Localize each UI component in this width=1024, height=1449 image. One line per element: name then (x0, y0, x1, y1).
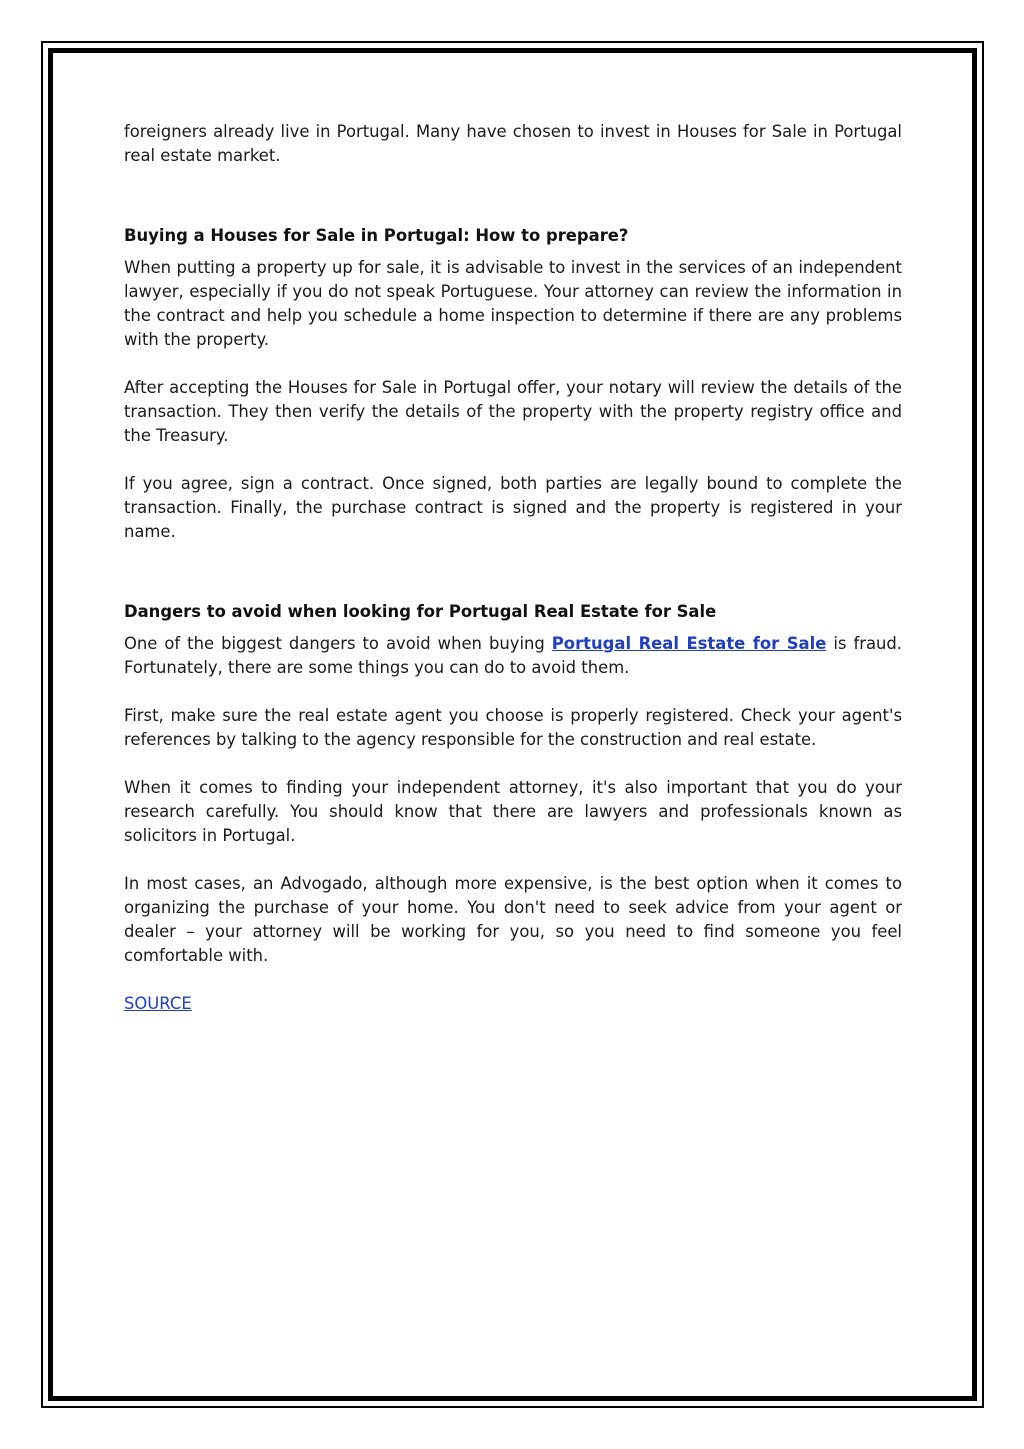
buying-paragraph-1: When putting a property up for sale, it is advisable to invest in the services of an independent lawyer, especially if you do not speak Portuguese. Your attorney can review the information in the contract and help you schedule a home inspection to determine if there are any problems with the property. (124, 258, 902, 349)
intro-paragraph: foreigners already live in Portugal. Many have chosen to invest in Houses for Sale in Portugal real estate market. (124, 122, 902, 165)
source-link[interactable]: SOURCE (124, 994, 192, 1013)
dangers-paragraph-2: First, make sure the real estate agent you choose is properly registered. Check your agent's references by talking to the agency responsible for the construction and real estate. (124, 706, 902, 749)
buying-paragraph-2: After accepting the Houses for Sale in Portugal offer, your notary will review the details of the transaction. They then verify the details of the property with the property registry office and the Treasury. (124, 378, 902, 445)
dangers-paragraph-4: In most cases, an Advogado, although more expensive, is the best option when it comes to organizing the purchase of your home. You don't need to seek advice from your agent or dealer – your attorney will be working for you, so you need to find someone you feel comfortable with. (124, 874, 902, 965)
spacer (124, 624, 902, 632)
spacer (124, 544, 902, 600)
spacer (124, 968, 902, 992)
dangers-paragraph-3: When it comes to finding your independent attorney, it's also important that you do your research carefully. You should know that there are lawyers and professionals known as solicitors in Portugal. (124, 778, 902, 845)
dangers-p1-text-after: is fraud. Fortunately, there are some things you can do to avoid them. (124, 634, 903, 677)
section-heading-dangers: Dangers to avoid when looking for Portugal Real Estate for Sale (124, 602, 717, 621)
document-body (124, 120, 902, 1016)
spacer (124, 848, 902, 872)
spacer (124, 752, 902, 776)
section-heading-buying: Buying a Houses for Sale in Portugal: How to prepare? (124, 226, 629, 245)
source-line (124, 992, 902, 1016)
dangers-paragraph-1 (124, 632, 902, 680)
dangers-p1-text-before: One of the biggest dangers to avoid when buying (124, 634, 552, 653)
buying-paragraph-3: If you agree, sign a contract. Once signed, both parties are legally bound to complete the transaction. Finally, the purchase contract is signed and the property is registered in your name. (124, 474, 902, 541)
portugal-real-estate-link[interactable]: Portugal Real Estate for Sale (551, 634, 827, 653)
spacer (124, 248, 902, 256)
spacer (124, 680, 902, 704)
spacer (124, 168, 902, 224)
spacer (124, 448, 902, 472)
spacer (124, 352, 902, 376)
